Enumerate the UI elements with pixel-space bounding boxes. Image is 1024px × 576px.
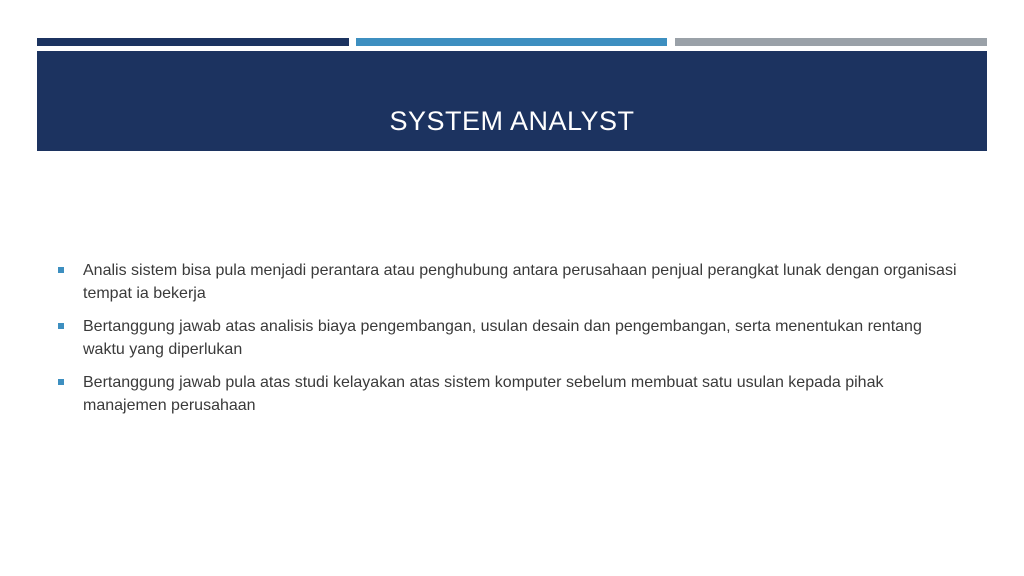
bullet-list — [58, 259, 958, 427]
bullet-text: Bertanggung jawab atas analisis biaya pengembangan, usulan desain dan pengembangan, serta menentukan rentang waktu yang diperlukan — [83, 318, 922, 358]
slide-title: SYSTEM ANALYST — [389, 106, 635, 136]
title-band — [37, 51, 987, 151]
bullet-item — [58, 315, 958, 361]
bullet-text: Analis sistem bisa pula menjadi perantara atau penghubung antara perusahaan penjual perangkat lunak dengan organisasi tempat ia bekerja — [83, 262, 957, 302]
bullet-item — [58, 259, 958, 305]
square-bullet-icon — [58, 323, 64, 329]
bullet-text: Bertanggung jawab pula atas studi kelayakan atas sistem komputer sebelum membuat satu usulan kepada pihak manajemen perusahaan — [83, 374, 884, 414]
accent-bar-navy — [37, 38, 349, 46]
bullet-item — [58, 371, 958, 417]
accent-bar-blue — [356, 38, 667, 46]
square-bullet-icon — [58, 267, 64, 273]
accent-bar-gray — [675, 38, 987, 46]
square-bullet-icon — [58, 379, 64, 385]
